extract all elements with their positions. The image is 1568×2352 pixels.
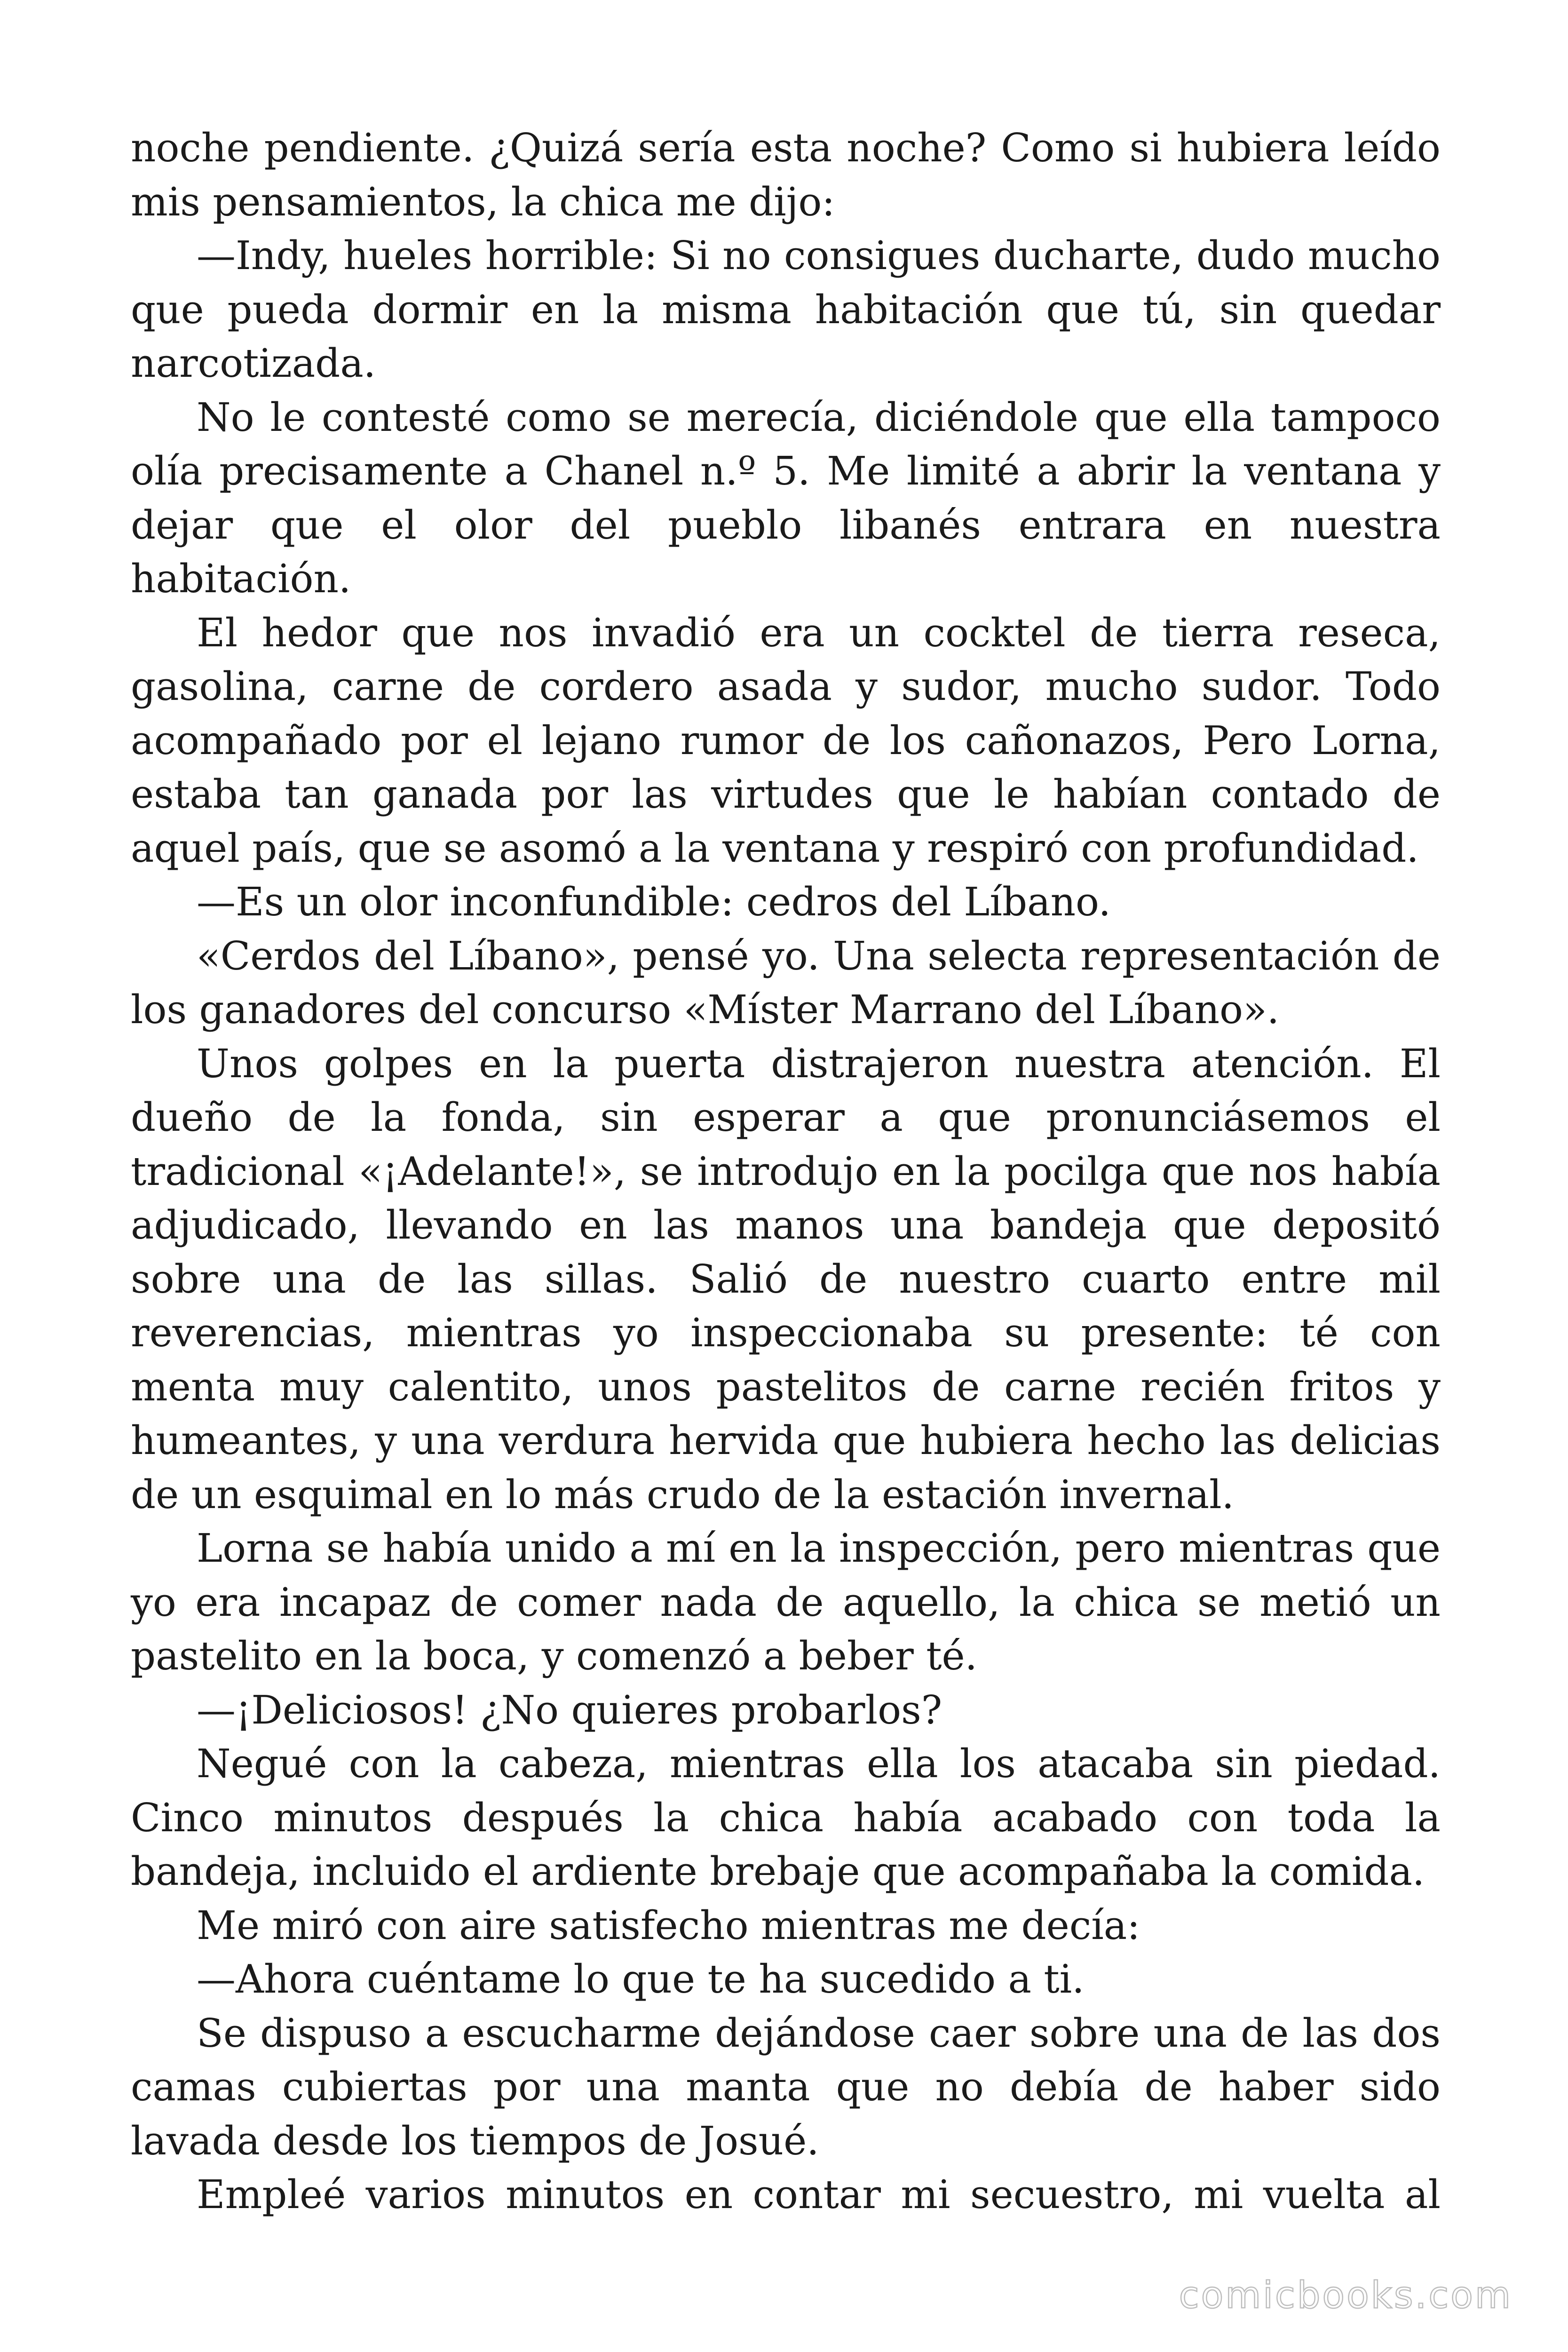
paragraph-3: No le contesté como se merecía, diciéndole que ella tampoco olía precisamente a Chanel n.º 5. Me limité a abrir la ventana y dejar que el olor del pueblo libanés entrara en nuestra habitación. xyxy=(131,394,1441,602)
paragraph-10: Negué con la cabeza, mientras ella los atacaba sin piedad. Cinco minutos después la chica había acabado con toda la bandeja, incluido el ardiente brebaje que acompañaba la comida. xyxy=(131,1741,1441,1894)
paragraph-6: «Cerdos del Líbano», pensé yo. Una selecta representación de los ganadores del concurso «Míster Marrano del Líbano». xyxy=(131,933,1441,1033)
paragraph-8: Lorna se había unido a mí en la inspección, pero mientras que yo era incapaz de comer nada de aquello, la chica se metió un pastelito en la boca, y comenzó a beber té. xyxy=(131,1526,1441,1679)
page-body xyxy=(131,121,1441,2222)
paragraph-2: —Indy, hueles horrible: Si no consigues ducharte, dudo mucho que pueda dormir en la misma habitación que tú, sin quedar narcotizada. xyxy=(131,233,1441,386)
paragraph-13: Se dispuso a escucharme dejándose caer sobre una de las dos camas cubiertas por una manta que no debía de haber sido lavada desde los tiempos de Josué. xyxy=(131,2010,1441,2164)
paragraph-7: Unos golpes en la puerta distrajeron nuestra atención. El dueño de la fonda, sin esperar a que pronunciásemos el tradicional «¡Adelante!», se introdujo en la pocilga que nos había adjudicado, llevando en las manos una bandeja que depositó sobre una de las sillas. Salió de nuestro cuarto entre mil reverencias, mientras yo inspeccionaba su presente: té con menta muy calentito, unos pastelitos de carne recién fritos y humeantes, y una verdura hervida que hubiera hecho las delicias de un esquimal en lo más crudo de la estación invernal. xyxy=(131,1041,1441,1518)
watermark: comicbooks.com xyxy=(1179,2274,1513,2317)
paragraph-5: —Es un olor inconfundible: cedros del Líbano. xyxy=(197,879,1111,925)
paragraph-9: —¡Deliciosos! ¿No quieres probarlos? xyxy=(197,1687,942,1733)
paragraph-14: Empleé varios minutos en contar mi secuestro, mi vuelta al xyxy=(197,2172,1441,2217)
paragraph-1: noche pendiente. ¿Quizá sería esta noche? Como si hubiera leído mis pensamientos, la chica me dijo: xyxy=(131,125,1441,225)
paragraph-11: Me miró con aire satisfecho mientras me decía: xyxy=(197,1902,1140,1948)
paragraph-12: —Ahora cuéntame lo que te ha sucedido a ti. xyxy=(197,1956,1085,2002)
paragraph-4: El hedor que nos invadió era un cocktel de tierra reseca, gasolina, carne de cordero asada y sudor, mucho sudor. Todo acompañado por el lejano rumor de los cañonazos, Pero Lorna, estaba tan ganada por las virtudes que le habían contado de aquel país, que se asomó a la ventana y respiró con profundidad. xyxy=(131,610,1441,871)
